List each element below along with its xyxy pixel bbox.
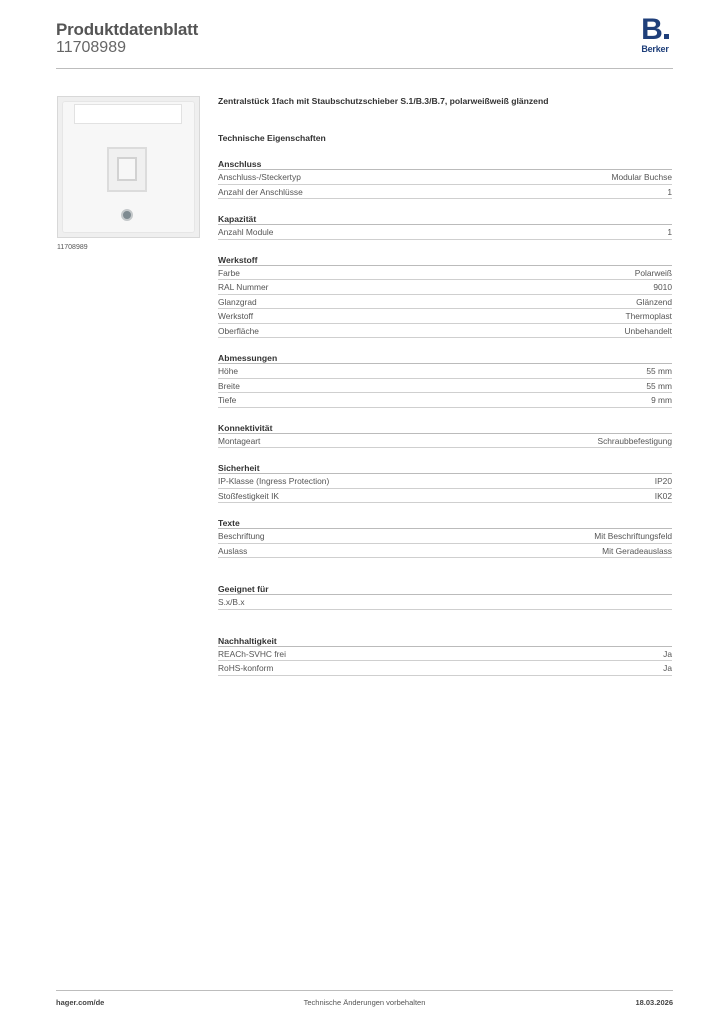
product-details bbox=[218, 96, 672, 676]
spec-row bbox=[218, 647, 672, 662]
section-title: Konnektivität bbox=[218, 422, 672, 434]
modular-socket-opening bbox=[107, 147, 147, 192]
header-divider bbox=[56, 68, 673, 69]
spec-label: REACh-SVHC frei bbox=[218, 648, 286, 659]
spec-value: IP20 bbox=[654, 476, 672, 486]
spec-row bbox=[218, 266, 672, 281]
section-title: Texte bbox=[218, 517, 672, 529]
document-title: Produktdatenblatt bbox=[56, 20, 199, 39]
spec-row bbox=[218, 544, 672, 559]
spec-label: RAL Nummer bbox=[218, 282, 269, 292]
section-title: Anschluss bbox=[218, 158, 672, 170]
spec-label: IP-Klasse (Ingress Protection) bbox=[218, 476, 330, 486]
spec-label: Werkstoff bbox=[218, 311, 254, 321]
spec-label: Anzahl der Anschlüsse bbox=[218, 186, 303, 197]
spec-value: Glänzend bbox=[636, 296, 672, 307]
spec-value: IK02 bbox=[654, 490, 672, 501]
section-nachhaltigkeit bbox=[218, 635, 672, 676]
spec-label: Breite bbox=[218, 380, 240, 391]
spec-value: Unbehandelt bbox=[624, 325, 672, 336]
spec-value: Thermoplast bbox=[625, 311, 672, 321]
footer-website-link[interactable]: hager.com/de bbox=[56, 998, 105, 1007]
spec-value: 9 mm bbox=[651, 395, 672, 405]
footer-date: 18.03.2026 bbox=[635, 998, 673, 1007]
spec-value: Polarweiß bbox=[634, 267, 672, 278]
spec-value: 1 bbox=[667, 227, 672, 237]
spec-label: S.x/B.x bbox=[218, 597, 245, 607]
spec-row bbox=[218, 661, 672, 676]
spec-value: Ja bbox=[663, 648, 672, 659]
section-title: Werkstoff bbox=[218, 254, 672, 266]
section-werkstoff bbox=[218, 254, 672, 339]
spec-row bbox=[218, 309, 672, 324]
cover-plate bbox=[62, 101, 195, 233]
spec-label: Tiefe bbox=[218, 395, 237, 405]
section-title: Geeignet für bbox=[218, 583, 672, 595]
spec-value: 55 mm bbox=[646, 366, 672, 376]
spec-label: Auslass bbox=[218, 545, 248, 556]
spec-row bbox=[218, 474, 672, 489]
spec-label: Oberfläche bbox=[218, 325, 259, 336]
section-sicherheit bbox=[218, 462, 672, 503]
spec-row bbox=[218, 170, 672, 185]
spec-label: Anschluss-/Steckertyp bbox=[218, 172, 301, 182]
berker-logo bbox=[639, 13, 671, 54]
logo-letter: B bbox=[641, 13, 663, 46]
section-title: Kapazität bbox=[218, 213, 672, 225]
spec-row bbox=[218, 489, 672, 504]
spec-value: Mit Geradeauslass bbox=[602, 545, 672, 556]
spec-row bbox=[218, 280, 672, 295]
section-geeignet-fuer bbox=[218, 583, 672, 610]
section-kapazitaet bbox=[218, 213, 672, 240]
document-footer bbox=[56, 998, 673, 1010]
spec-label: Anzahl Module bbox=[218, 227, 274, 237]
section-konnektivitaet bbox=[218, 422, 672, 449]
socket-shutter bbox=[117, 157, 137, 181]
spec-row bbox=[218, 324, 672, 339]
spec-value: 9010 bbox=[653, 282, 672, 292]
label-field bbox=[74, 104, 182, 124]
section-texte bbox=[218, 517, 672, 558]
spec-label: Glanzgrad bbox=[218, 296, 257, 307]
spec-row bbox=[218, 185, 672, 200]
document-header bbox=[56, 13, 673, 70]
technical-properties-heading: Technische Eigenschaften bbox=[218, 133, 326, 143]
spec-label: Montageart bbox=[218, 435, 261, 446]
image-caption: 11708989 bbox=[57, 244, 88, 251]
spec-label: Beschriftung bbox=[218, 531, 265, 541]
spec-row bbox=[218, 225, 672, 240]
product-name: Zentralstück 1fach mit Staubschutzschieber S.1/B.3/B.7, polarweißweiß glänzend bbox=[218, 96, 549, 106]
section-title: Sicherheit bbox=[218, 462, 672, 474]
spec-value: Modular Buchse bbox=[611, 172, 672, 182]
spec-label: Farbe bbox=[218, 267, 240, 278]
section-anschluss bbox=[218, 158, 672, 199]
spec-label: Stoßfestigkeit IK bbox=[218, 490, 279, 501]
spec-row bbox=[218, 364, 672, 379]
footer-notice: Technische Änderungen vorbehalten bbox=[303, 998, 426, 1007]
spec-row bbox=[218, 393, 672, 408]
spec-row bbox=[218, 295, 672, 310]
spec-row bbox=[218, 434, 672, 449]
document-number: 11708989 bbox=[56, 39, 126, 56]
spec-row bbox=[218, 379, 672, 394]
berker-logo-mark bbox=[639, 13, 671, 46]
section-title: Nachhaltigkeit bbox=[218, 635, 672, 647]
screw-indicator bbox=[121, 209, 133, 221]
spec-row bbox=[218, 595, 672, 610]
spec-row bbox=[218, 529, 672, 544]
logo-dot bbox=[664, 34, 669, 39]
spec-value: 1 bbox=[667, 186, 672, 197]
logo-wordmark: Berker bbox=[641, 44, 669, 54]
section-title: Abmessungen bbox=[218, 352, 672, 364]
footer-divider bbox=[56, 990, 673, 991]
spec-value: Ja bbox=[663, 663, 672, 673]
section-abmessungen bbox=[218, 352, 672, 408]
spec-label: RoHS-konform bbox=[218, 663, 274, 673]
spec-value: 55 mm bbox=[646, 380, 672, 391]
spec-label: Höhe bbox=[218, 366, 239, 376]
spec-value: Schraubbefestigung bbox=[597, 435, 672, 446]
spec-value: Mit Beschriftungsfeld bbox=[594, 531, 672, 541]
product-image bbox=[57, 96, 200, 238]
